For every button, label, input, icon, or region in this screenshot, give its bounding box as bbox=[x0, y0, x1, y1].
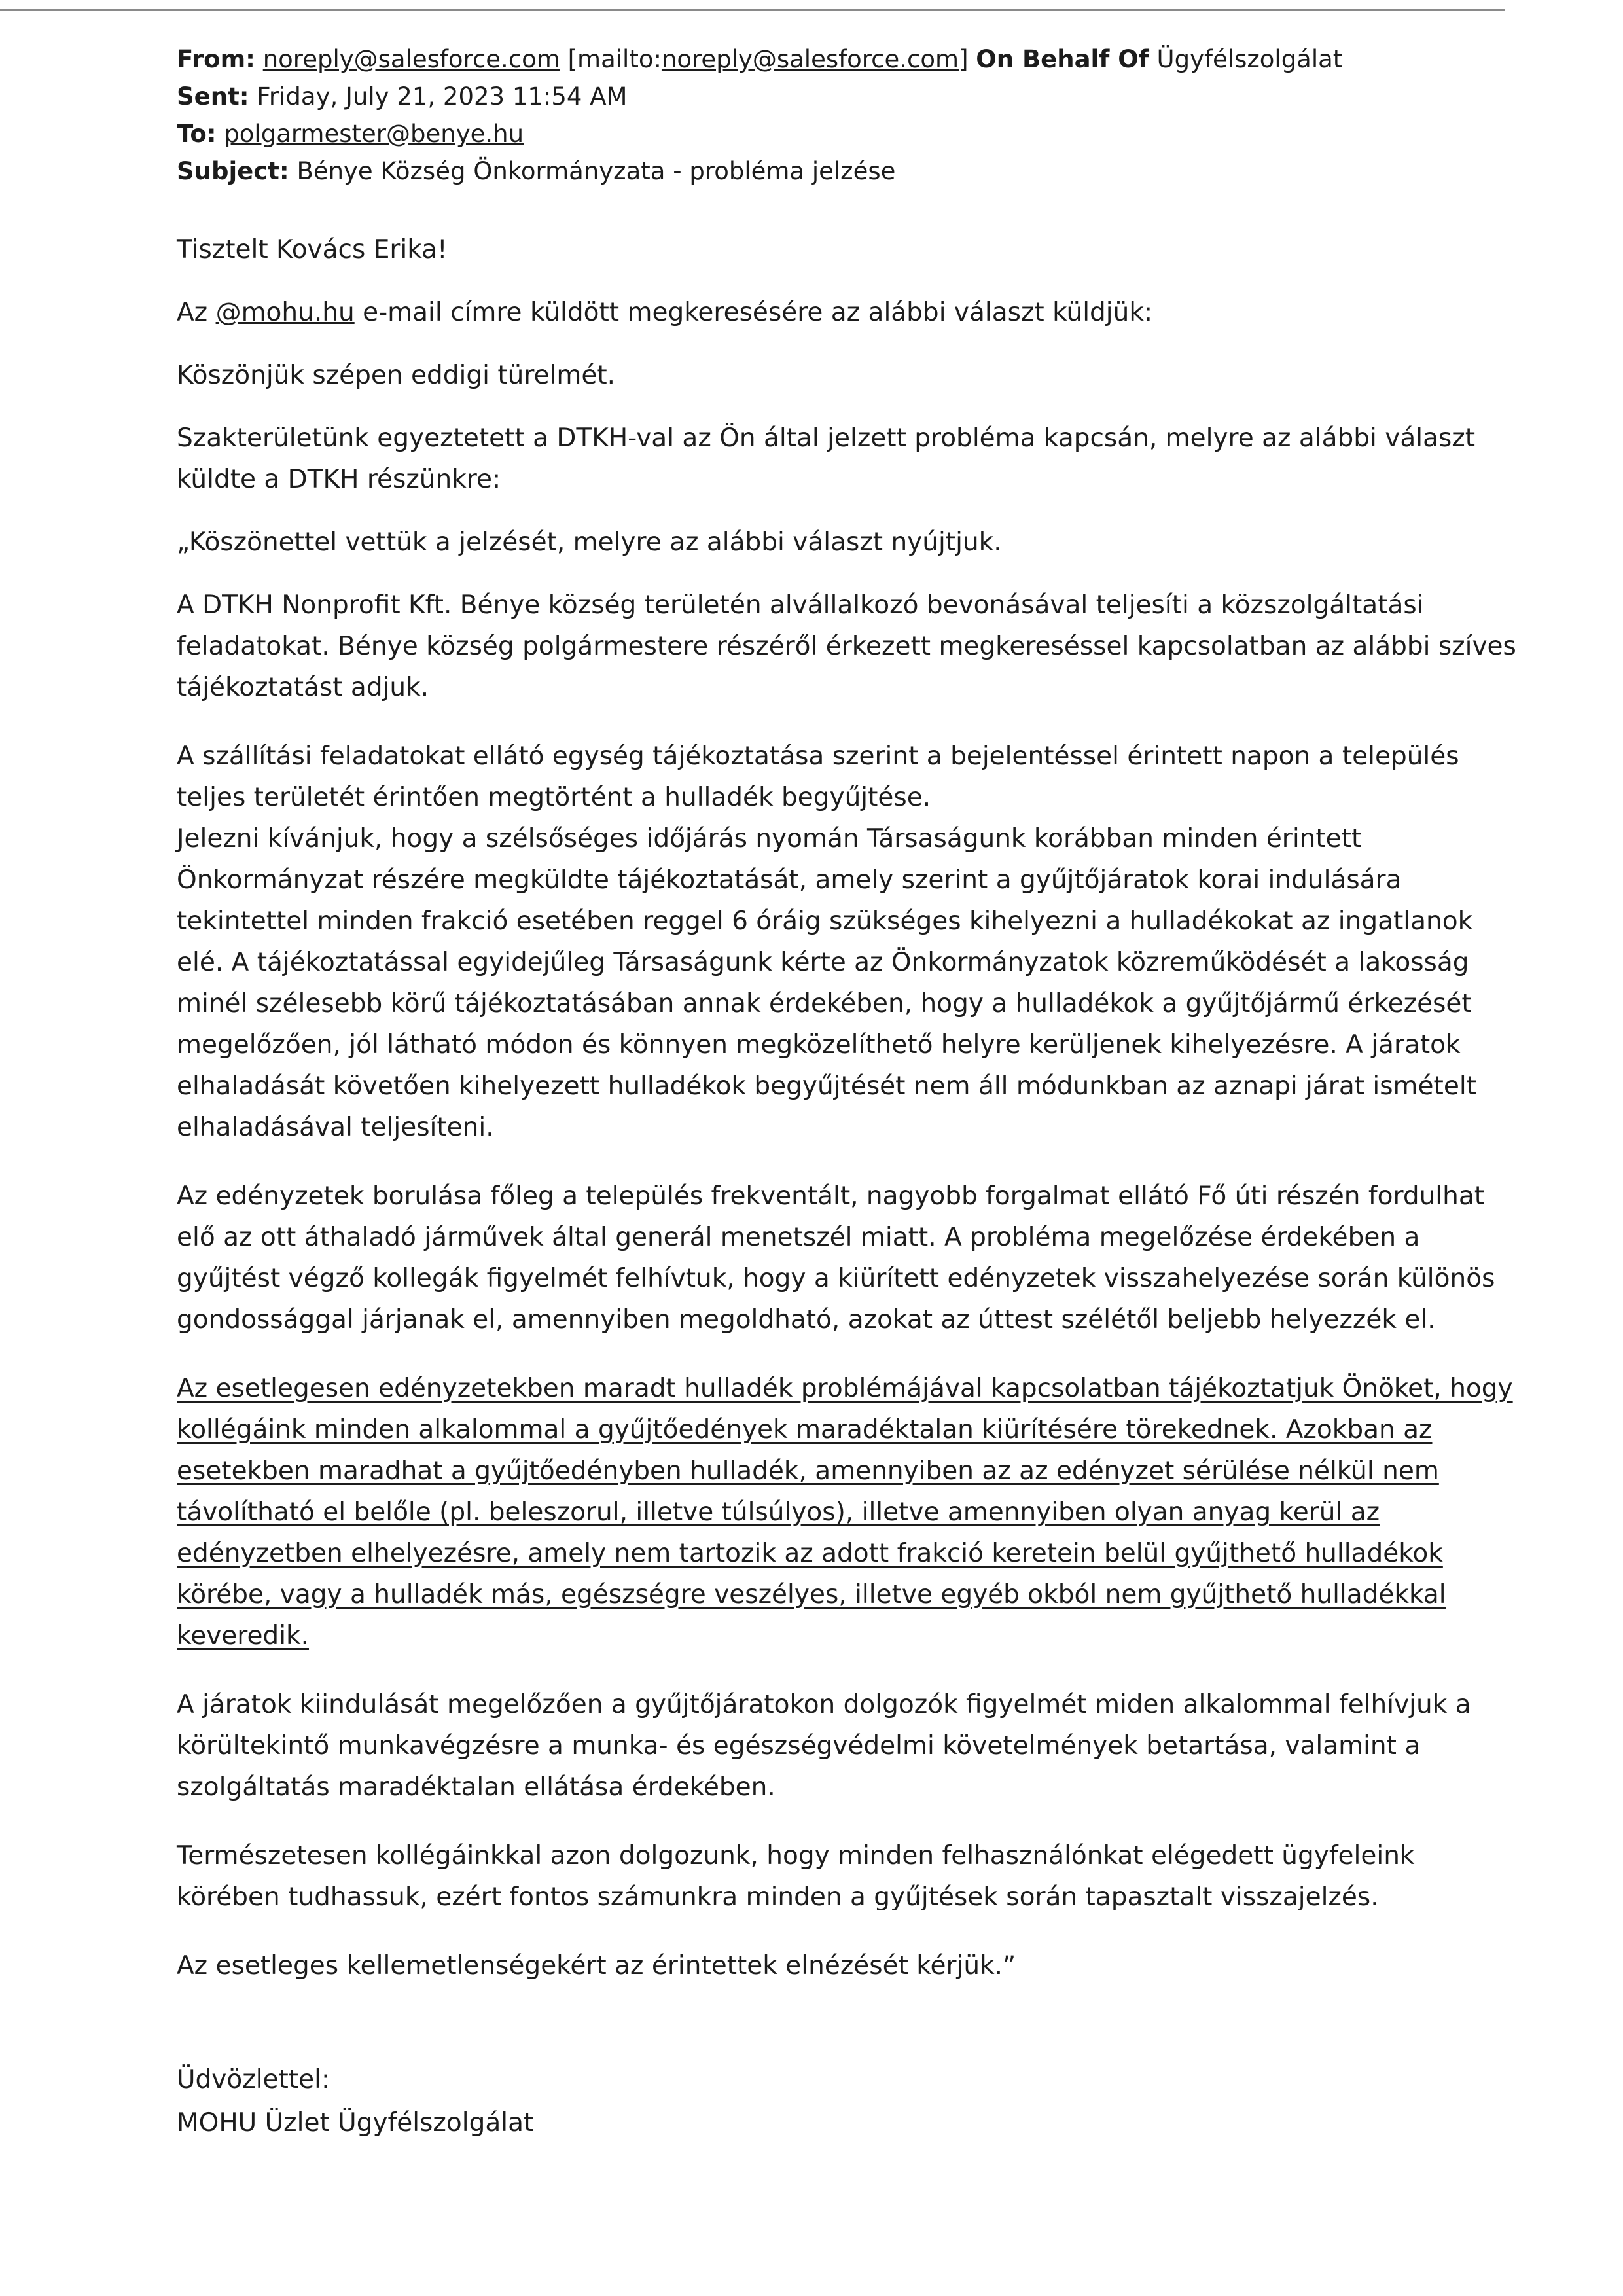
paragraph-weather-notice: Jelezni kívánjuk, hogy a szélsőséges időjárás nyomán Társaságunk korábban minden érintett Önkormányzat részére megküldte tájékoztatását, amely szerint a gyűjtőjáratok korai indulására tekintettel minden frakció esetében reggel 6 óráig szükséges kihelyezni a hulladékokat az ingatlanok elé. A tájékoztatással egyidejűleg Társaságunk kérte az Önkormányzatok közreműködését a lakosság minél szélesebb körű tájékoztatásában annak érdekében, hogy a hulladékok a gyűjtőjármű érkezését megelőzően, jól látható módon és könnyen megközelíthető helyre kerüljenek kihelyezésre. A járatok elhaladását követően kihelyezett hulladékok begyűjtését nem áll módunkban az aznapi járat ismételt elhaladásával teljesíteni. bbox=[177, 824, 1476, 1142]
from-email-link[interactable]: noreply@salesforce.com bbox=[262, 45, 560, 73]
sent-label: Sent: bbox=[177, 82, 249, 111]
paragraph-dtkh-intro: A DTKH Nonprofit Kft. Bénye község területén alvállalkozó bevonásával teljesíti a közszolgáltatási feladatokat. Bénye község polgármestere részéről érkezett megkereséssel kapcsolatban az alábbi szíves tájékoztatást adjuk. bbox=[177, 590, 1516, 702]
to-email-link[interactable]: polgarmester@benye.hu bbox=[224, 120, 524, 148]
subject-label: Subject: bbox=[177, 157, 289, 185]
from-line bbox=[177, 41, 1525, 78]
top-rule bbox=[0, 9, 1505, 11]
thanks-paragraph: Köszönjük szépen eddigi türelmét. bbox=[177, 361, 616, 390]
to-label: To: bbox=[177, 120, 217, 148]
paragraph-dtkh-consult: Szakterületünk egyeztetett a DTKH-val az Ön által jelzett probléma kapcsán, melyre az alábbi választ küldte a DTKH részünkre: bbox=[177, 423, 1476, 494]
from-label: From: bbox=[177, 45, 255, 73]
paragraph-feedback: Természetesen kollégáinkkal azon dolgozunk, hogy minden felhasználónkat elégedett ügyfeleink körében tudhassuk, ezért fontos számunkra minden a gyűjtések során tapasztalt visszajelzés. bbox=[177, 1841, 1415, 1912]
greeting: Tisztelt Kovács Erika! bbox=[177, 235, 448, 264]
subject-line bbox=[177, 152, 1525, 190]
paragraph-leftover-waste: Az esetlegesen edényzetekben maradt hulladék problémájával kapcsolatban tájékoztatjuk Önöket, hogy kollégáink minden alkalommal a gyűjtőedények maradéktalan kiürítésére törekednek. Azokban az esetekben maradhat a gyűjtőedényben hulladék, amennyiben az az edényzet sérülése nélkül nem távolítható el belőle (pl. beleszorul, illetve túlsúlyos), illetve amennyiben olyan anyag kerül az edényzetben elhelyezésre, amely nem tartozik az adott frakció keretein belül gyűjthető hulladékok körébe, vagy a hulladék más, egészségre veszélyes, illetve egyéb okból nem gyűjthető hulladékkal keveredik. bbox=[177, 1374, 1513, 1651]
mailto-suffix: ] bbox=[959, 45, 969, 73]
paragraph-collection-done: A szállítási feladatokat ellátó egység tájékoztatása szerint a bejelentéssel érintett napon a település teljes területét érintően megtörtént a hulladék begyűjtése. bbox=[177, 742, 1459, 812]
paragraph-apology: Az esetleges kellemetlenségekért az érintettek elnézését kérjük.” bbox=[177, 1951, 1016, 1981]
to-line bbox=[177, 115, 1525, 152]
paragraph-bin-tipping: Az edényzetek borulása főleg a település frekventált, nagyobb forgalmat ellátó Fő úti részén fordulhat elő az ott áthaladó járművek által generál menetszél miatt. A probléma megelőzése érdekében a gyűjtést végző kollegák figyelmét felhívtuk, hogy a kiürített edényzetek visszahelyezése során különös gondossággal járjanak el, amennyiben megoldható, azokat az úttest szélétől beljebb helyezzék el. bbox=[177, 1181, 1495, 1335]
behalf-label: On Behalf Of bbox=[976, 45, 1149, 73]
sent-line bbox=[177, 78, 1525, 115]
signature-closing: Üdvözlettel: bbox=[177, 2065, 330, 2094]
mailto-link[interactable]: noreply@salesforce.com bbox=[661, 45, 959, 73]
sent-value: Friday, July 21, 2023 11:54 AM bbox=[257, 82, 628, 111]
email-printout bbox=[177, 41, 1525, 2145]
intro-paragraph bbox=[177, 292, 1525, 333]
paragraph-safety: A járatok kiindulását megelőzően a gyűjtőjáratokon dolgozók figyelmét miden alkalommal felhívjuk a körültekintő munkavégzésre a munka- és egészségvédelmi követelmények betartása, valamint a szolgáltatás maradéktalan ellátása érdekében. bbox=[177, 1690, 1471, 1802]
mailto-prefix: [mailto: bbox=[567, 45, 662, 73]
intro-suffix: e-mail címre küldött megkeresésére az alábbi választ küldjük: bbox=[354, 298, 1153, 327]
mohu-link[interactable]: @mohu.hu bbox=[215, 298, 355, 327]
subject-value: Bénye Község Önkormányzata - probléma jelzése bbox=[296, 157, 896, 185]
behalf-name: Ügyfélszolgálat bbox=[1156, 45, 1343, 73]
signature-name: MOHU Üzlet Ügyfélszolgálat bbox=[177, 2108, 534, 2138]
intro-prefix: Az bbox=[177, 298, 216, 327]
paragraph-quote-open: „Köszönettel vettük a jelzését, melyre az alábbi választ nyújtjuk. bbox=[177, 528, 1002, 557]
